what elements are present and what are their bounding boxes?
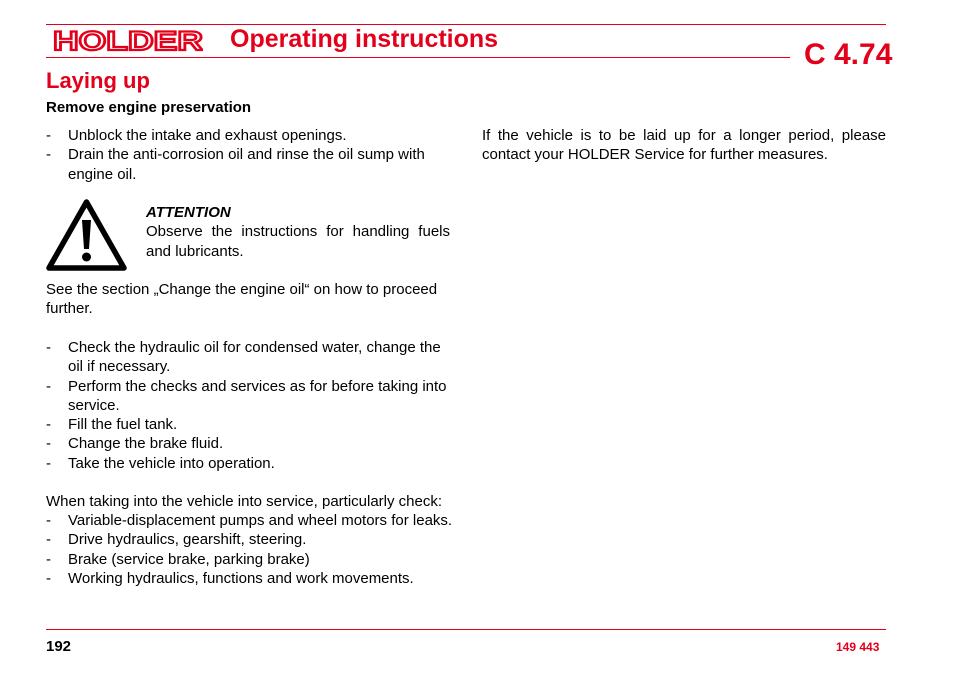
service-check-list xyxy=(46,511,454,588)
operation-steps-list xyxy=(46,338,454,473)
list-item: - Change the brake fluid. xyxy=(46,434,454,453)
see-section-paragraph: See the section „Change the engine oil“ on how to proceed further. xyxy=(46,281,438,318)
header-bottom-rule xyxy=(46,57,790,58)
section-code: C 4.74 xyxy=(804,38,893,71)
footer-rule xyxy=(46,629,886,630)
list-item: - Working hydraulics, functions and work movements. xyxy=(46,569,454,588)
document-number: 149 443 xyxy=(836,640,880,654)
holder-logo-text: HOLDER xyxy=(53,28,203,54)
check-intro: When taking into the vehicle into service, particularly check: xyxy=(46,493,443,510)
list-item: - Brake (service brake, parking brake) xyxy=(46,550,454,569)
attention-block xyxy=(146,203,450,261)
list-item: - Check the hydraulic oil for condensed water, change the oil if necessary. xyxy=(46,338,454,377)
header-title: Operating instructions xyxy=(230,25,499,53)
page-number: 192 xyxy=(46,638,72,655)
warning-triangle-icon xyxy=(45,198,128,272)
list-item: - Perform the checks and services as for before taking into service. xyxy=(46,377,454,416)
attention-text: Observe the instructions for handling fuels and lubricants. xyxy=(146,223,450,260)
right-paragraph: If the vehicle is to be laid up for a longer period, please contact your HOLDER Service for further measures. xyxy=(482,127,886,164)
holder-logo xyxy=(53,28,203,54)
attention-title: ATTENTION xyxy=(146,204,231,221)
list-item: - Variable-displacement pumps and wheel motors for leaks. xyxy=(46,511,454,530)
section-title: Laying up xyxy=(46,68,150,93)
sub-title: Remove engine preservation xyxy=(46,99,252,116)
list-item: - Fill the fuel tank. xyxy=(46,415,454,434)
preservation-steps-list xyxy=(46,126,454,184)
list-item: - Take the vehicle into operation. xyxy=(46,454,454,473)
list-item: - Drain the anti-corrosion oil and rinse the oil sump with engine oil. xyxy=(46,145,454,184)
list-item: - Unblock the intake and exhaust openings. xyxy=(46,126,454,145)
list-item: - Drive hydraulics, gearshift, steering. xyxy=(46,530,454,549)
